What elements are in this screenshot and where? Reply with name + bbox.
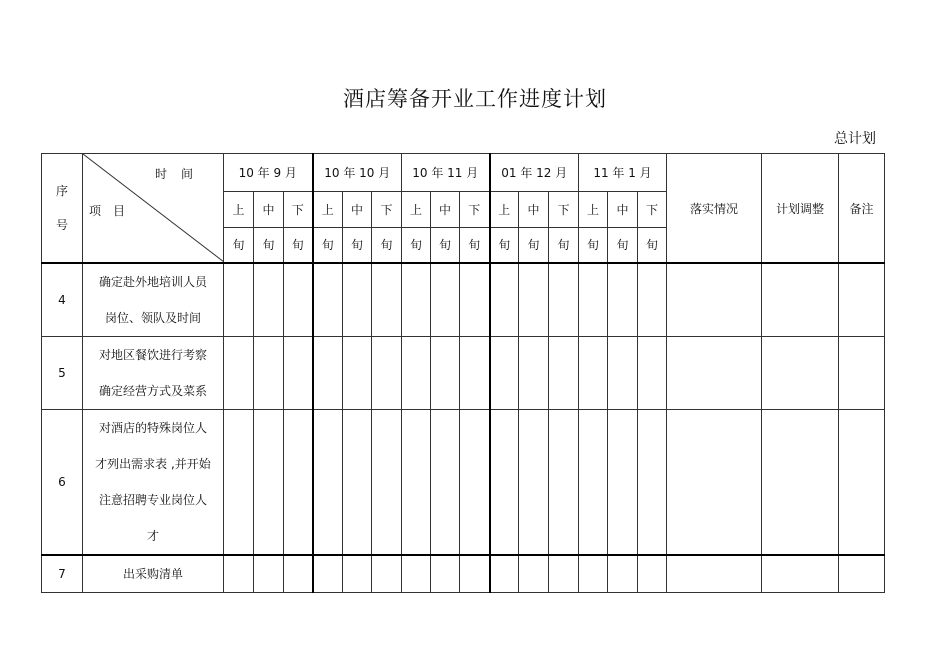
period-suffix: 旬 xyxy=(343,228,372,264)
schedule-cell[interactable] xyxy=(549,263,579,337)
time-header: 时间 xyxy=(155,167,208,181)
period-label: 下 xyxy=(549,192,579,228)
period-label: 中 xyxy=(519,192,549,228)
period-label: 中 xyxy=(431,192,460,228)
schedule-cell[interactable] xyxy=(313,555,343,593)
schedule-cell[interactable] xyxy=(224,337,254,410)
schedule-cell[interactable] xyxy=(343,337,372,410)
period-label: 中 xyxy=(608,192,638,228)
period-label: 下 xyxy=(284,192,313,228)
seq-header-line: 序 xyxy=(55,184,68,198)
page-title: 酒店筹备开业工作进度计划 xyxy=(343,87,607,111)
schedule-cell[interactable] xyxy=(579,410,608,556)
schedule-cell[interactable] xyxy=(519,410,549,556)
month-header: 01 年 12 月 xyxy=(490,154,579,192)
schedule-cell[interactable] xyxy=(431,337,460,410)
diagonal-header-cell xyxy=(83,154,224,264)
task-line: 岗位、领队及时间 xyxy=(104,311,201,325)
schedule-cell[interactable] xyxy=(284,337,313,410)
schedule-table xyxy=(41,153,885,593)
seq-header-line: 号 xyxy=(55,218,68,232)
item-header: 项目 xyxy=(89,204,138,218)
schedule-cell[interactable] xyxy=(372,410,402,556)
row-number: 7 xyxy=(42,555,83,593)
month-header: 10 年 10 月 xyxy=(313,154,402,192)
month-header: 11 年 1 月 xyxy=(579,154,667,192)
table-row xyxy=(42,337,885,410)
period-suffix: 旬 xyxy=(313,228,343,264)
schedule-cell[interactable] xyxy=(638,555,667,593)
table-row xyxy=(42,555,885,593)
schedule-cell[interactable] xyxy=(608,263,638,337)
task-line: 才 xyxy=(146,529,159,543)
schedule-cell[interactable] xyxy=(608,337,638,410)
month-header: 10 年 9 月 xyxy=(224,154,313,192)
task-line: 对酒店的特殊岗位人 xyxy=(98,421,207,435)
schedule-cell[interactable] xyxy=(343,263,372,337)
schedule-cell[interactable] xyxy=(402,410,431,556)
schedule-cell[interactable] xyxy=(460,337,490,410)
adjustment-cell[interactable] xyxy=(762,555,839,593)
schedule-cell[interactable] xyxy=(372,337,402,410)
schedule-cell[interactable] xyxy=(579,337,608,410)
schedule-cell[interactable] xyxy=(254,263,284,337)
task-line: 确定赴外地培训人员 xyxy=(98,275,207,289)
adjustment-cell[interactable] xyxy=(762,410,839,556)
period-suffix: 旬 xyxy=(638,228,667,264)
task-description xyxy=(83,555,224,593)
period-label: 上 xyxy=(402,192,431,228)
period-suffix: 旬 xyxy=(372,228,402,264)
schedule-cell[interactable] xyxy=(490,337,519,410)
remarks-cell[interactable] xyxy=(839,263,885,337)
schedule-cell[interactable] xyxy=(343,555,372,593)
period-suffix: 旬 xyxy=(284,228,313,264)
schedule-cell[interactable] xyxy=(402,337,431,410)
schedule-cell[interactable] xyxy=(638,410,667,556)
period-suffix: 旬 xyxy=(254,228,284,264)
task-line: 出采购清单 xyxy=(122,567,183,581)
period-suffix: 旬 xyxy=(608,228,638,264)
month-header: 10 年 11 月 xyxy=(402,154,490,192)
period-suffix: 旬 xyxy=(224,228,254,264)
schedule-cell[interactable] xyxy=(431,410,460,556)
schedule-cell[interactable] xyxy=(490,263,519,337)
task-line: 才列出需求表 ,并开始 xyxy=(95,457,211,471)
remarks-cell[interactable] xyxy=(839,410,885,556)
task-description xyxy=(83,263,224,337)
period-label: 中 xyxy=(254,192,284,228)
remarks-header: 备注 xyxy=(839,154,885,264)
schedule-cell[interactable] xyxy=(372,263,402,337)
status-cell[interactable] xyxy=(667,263,762,337)
schedule-cell[interactable] xyxy=(313,263,343,337)
adjustment-cell[interactable] xyxy=(762,337,839,410)
schedule-cell[interactable] xyxy=(579,263,608,337)
period-label: 下 xyxy=(460,192,490,228)
period-suffix: 旬 xyxy=(549,228,579,264)
task-line: 确定经营方式及菜系 xyxy=(98,384,207,398)
schedule-cell[interactable] xyxy=(549,555,579,593)
schedule-cell[interactable] xyxy=(519,555,549,593)
schedule-cell[interactable] xyxy=(372,555,402,593)
schedule-cell[interactable] xyxy=(431,263,460,337)
schedule-cell[interactable] xyxy=(460,410,490,556)
period-label: 上 xyxy=(224,192,254,228)
schedule-cell[interactable] xyxy=(490,555,519,593)
period-suffix: 旬 xyxy=(519,228,549,264)
remarks-cell[interactable] xyxy=(839,555,885,593)
schedule-cell[interactable] xyxy=(608,555,638,593)
row-number: 4 xyxy=(42,263,83,337)
schedule-cell[interactable] xyxy=(638,337,667,410)
status-header: 落实情况 xyxy=(667,154,762,264)
schedule-cell[interactable] xyxy=(638,263,667,337)
schedule-cell[interactable] xyxy=(343,410,372,556)
period-label: 上 xyxy=(490,192,519,228)
schedule-cell[interactable] xyxy=(519,263,549,337)
schedule-cell[interactable] xyxy=(313,337,343,410)
status-cell[interactable] xyxy=(667,337,762,410)
schedule-cell[interactable] xyxy=(284,555,313,593)
schedule-cell[interactable] xyxy=(460,263,490,337)
table-row xyxy=(42,263,885,337)
period-label: 上 xyxy=(579,192,608,228)
schedule-cell[interactable] xyxy=(402,555,431,593)
schedule-cell[interactable] xyxy=(402,263,431,337)
schedule-cell[interactable] xyxy=(224,263,254,337)
plan-type-label: 总计划 xyxy=(834,131,876,147)
schedule-cell[interactable] xyxy=(313,410,343,556)
row-number: 6 xyxy=(42,410,83,556)
row-number: 5 xyxy=(42,337,83,410)
schedule-cell[interactable] xyxy=(284,410,313,556)
period-label: 下 xyxy=(372,192,402,228)
period-suffix: 旬 xyxy=(490,228,519,264)
schedule-cell[interactable] xyxy=(549,410,579,556)
status-cell[interactable] xyxy=(667,410,762,556)
schedule-cell[interactable] xyxy=(254,337,284,410)
schedule-cell[interactable] xyxy=(224,555,254,593)
task-line: 对地区餐饮进行考察 xyxy=(98,348,207,362)
header-row-months xyxy=(42,154,885,192)
period-suffix: 旬 xyxy=(579,228,608,264)
schedule-cell[interactable] xyxy=(254,410,284,556)
schedule-cell[interactable] xyxy=(284,263,313,337)
task-description xyxy=(83,410,224,556)
schedule-cell[interactable] xyxy=(519,337,549,410)
table-row xyxy=(42,410,885,556)
schedule-cell[interactable] xyxy=(549,337,579,410)
period-label: 上 xyxy=(313,192,343,228)
task-line: 注意招聘专业岗位人 xyxy=(98,493,207,507)
adjustment-header: 计划调整 xyxy=(762,154,839,264)
schedule-cell[interactable] xyxy=(490,410,519,556)
remarks-cell[interactable] xyxy=(839,337,885,410)
status-cell[interactable] xyxy=(667,555,762,593)
period-suffix: 旬 xyxy=(460,228,490,264)
schedule-cell[interactable] xyxy=(224,410,254,556)
period-label: 中 xyxy=(343,192,372,228)
schedule-cell[interactable] xyxy=(460,555,490,593)
period-label: 下 xyxy=(638,192,667,228)
period-suffix: 旬 xyxy=(431,228,460,264)
seq-header xyxy=(42,154,83,264)
schedule-cell[interactable] xyxy=(254,555,284,593)
schedule-cell[interactable] xyxy=(579,555,608,593)
schedule-cell[interactable] xyxy=(431,555,460,593)
period-suffix: 旬 xyxy=(402,228,431,264)
task-description xyxy=(83,337,224,410)
schedule-cell[interactable] xyxy=(608,410,638,556)
adjustment-cell[interactable] xyxy=(762,263,839,337)
